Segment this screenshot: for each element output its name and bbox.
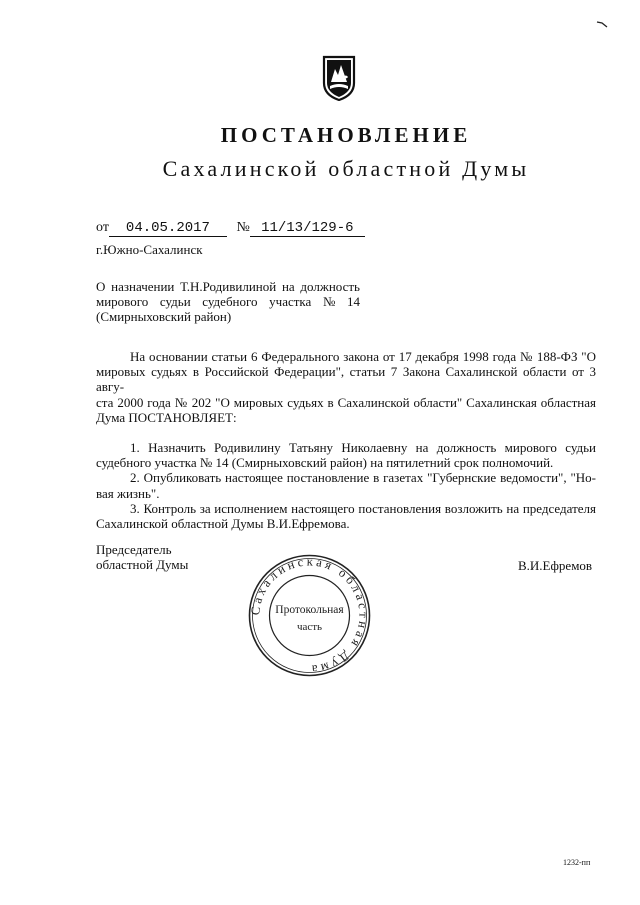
stamp-center-line: часть — [296, 621, 323, 633]
item-2-line: 2. Опубликовать настоящее постановление в газетах "Губернские ведомости", "Но- — [130, 470, 596, 486]
coat-of-arms-icon — [322, 55, 356, 101]
stamp-ring-text: Сахалинская областная Дума — [248, 554, 371, 677]
item-2-line: вая жизнь". — [96, 485, 160, 501]
item-1-line: судебного участка № 14 (Смирныховский район) на пятилетний срок полномочий. — [96, 455, 554, 471]
preamble-line: Дума ПОСТАНОВЛЯЕТ: — [96, 409, 237, 425]
subject-line: О назначении Т.Н.Родивилиной на должность — [96, 279, 360, 294]
preamble-line: На основании статьи 6 Федерального закона от 17 декабря 1998 года № 188-ФЗ "О — [130, 349, 596, 364]
document-code: 1232-пп — [563, 858, 591, 867]
number-prefix: № — [236, 220, 250, 235]
stamp-center-line: Протокольная — [275, 604, 344, 616]
date-number-row — [96, 220, 365, 237]
document-subtitle: Сахалинской областной Думы — [162, 156, 530, 181]
signatory-position — [96, 542, 188, 572]
preamble-line: ста 2000 года № 202 "О мировых судьях в Сахалинской области" Сахалинская областная — [96, 394, 596, 410]
official-stamp — [247, 553, 372, 678]
city: г.Южно-Сахалинск — [96, 242, 203, 257]
preamble-line: мировых судьях в Российской Федерации", статьи 7 Закона Сахалинской области от 3 авгу- — [96, 364, 596, 395]
subject-line — [96, 294, 360, 309]
document-title: ПОСТАНОВЛЕНИЕ — [220, 123, 472, 147]
subject-word: участка — [269, 294, 312, 309]
position-line: областной Думы — [96, 557, 189, 572]
subject-line: (Смирныховский район) — [96, 309, 232, 324]
subject-word: № — [322, 294, 336, 309]
document-body — [96, 349, 596, 531]
document-date: 04.05.2017 — [109, 221, 227, 237]
signatory-name: В.И.Ефремов — [518, 558, 593, 573]
subject-word: судьи — [159, 294, 191, 309]
document-subject — [96, 279, 360, 324]
subject-word: 14 — [346, 294, 360, 309]
corner-mark — [596, 20, 608, 28]
item-3-line: Сахалинской областной Думы В.И.Ефремова. — [96, 516, 350, 532]
document-number: 11/13/129-6 — [250, 221, 365, 237]
subject-word: судебного — [202, 294, 258, 309]
item-1-line: 1. Назначить Родивилину Татьяну Николаевну на должность мирового судьи — [130, 440, 596, 456]
date-prefix: от — [96, 220, 109, 235]
position-line: Председатель — [96, 542, 172, 557]
subject-word: мирового — [96, 294, 149, 309]
item-3-line: 3. Контроль за исполнением настоящего постановления возложить на председателя — [130, 500, 596, 516]
